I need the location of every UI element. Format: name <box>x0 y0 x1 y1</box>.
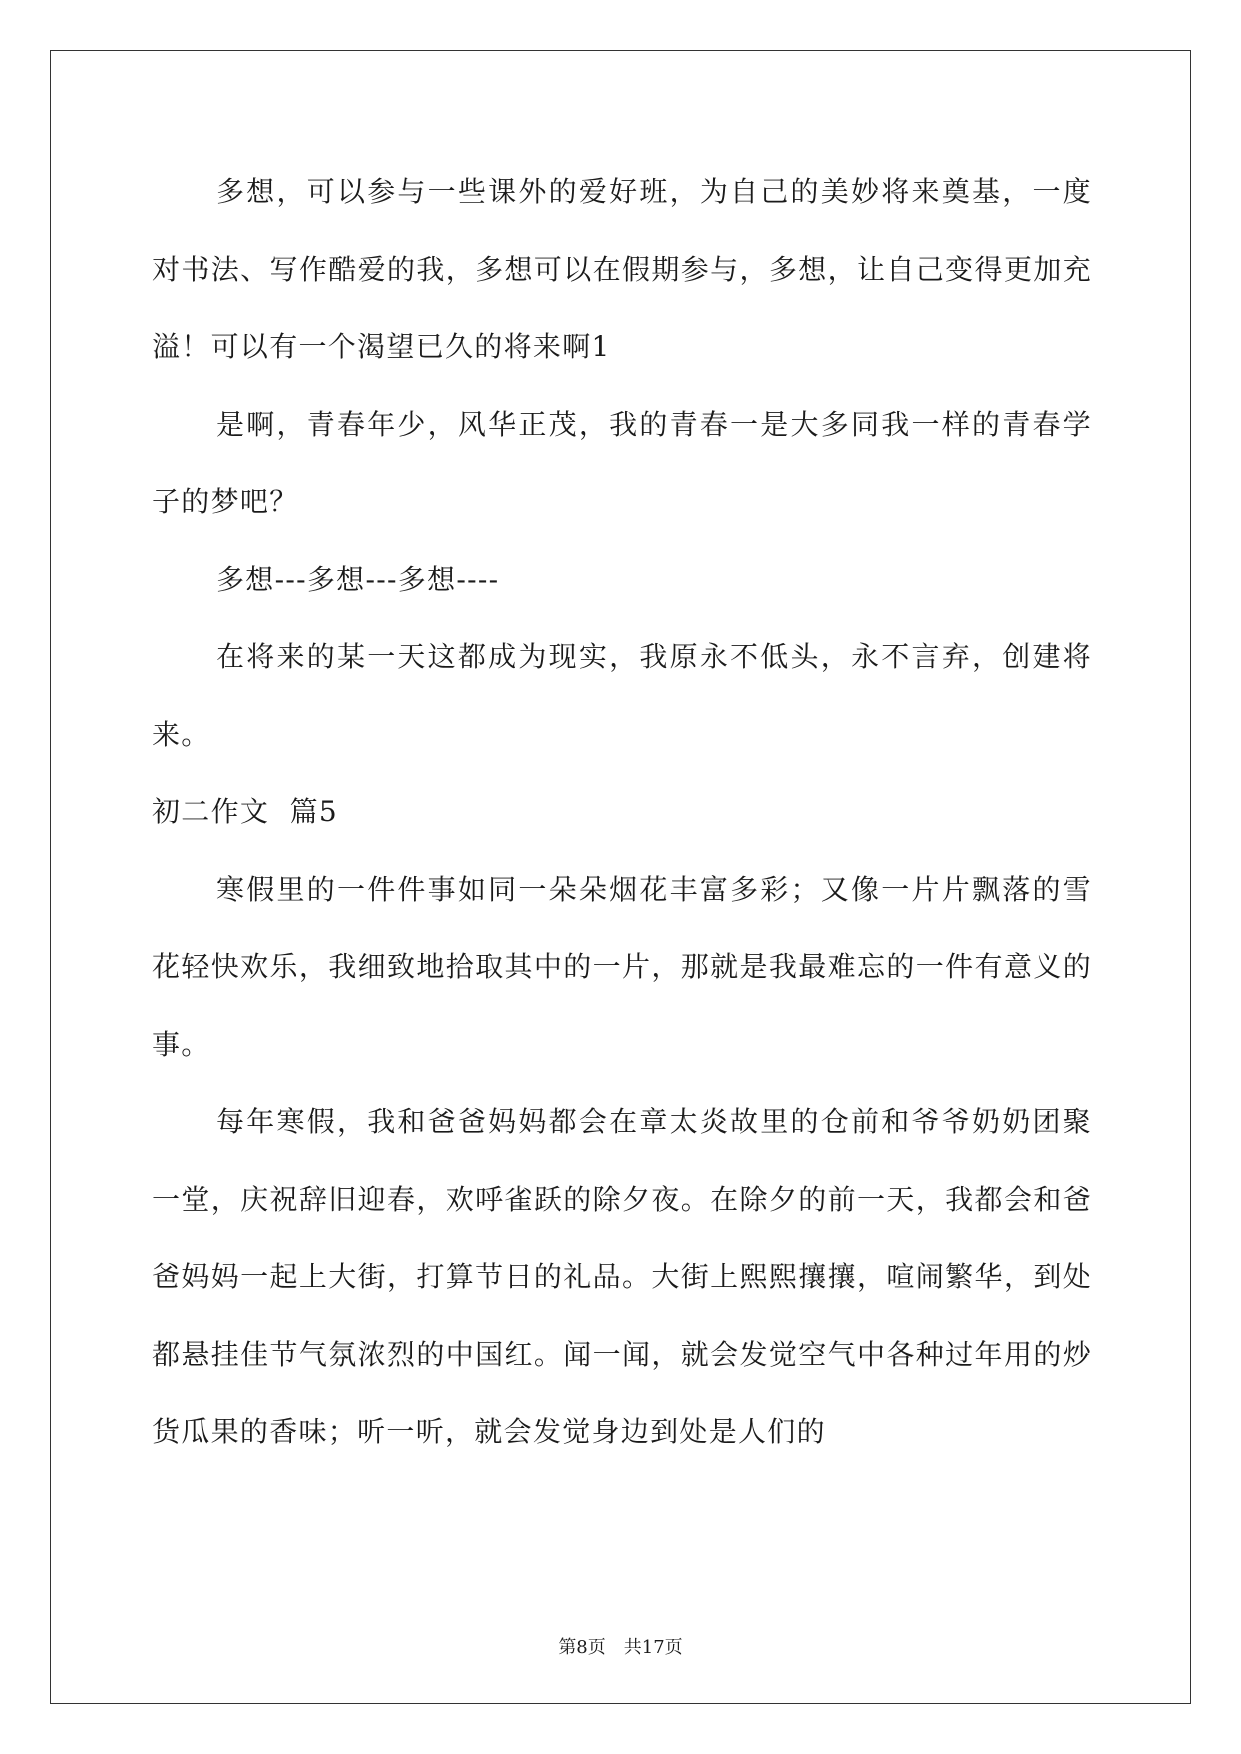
paragraph: 是啊，青春年少，风华正茂，我的青春一是大多同我一样的青春学子的梦吧？ <box>152 407 1092 518</box>
paragraph: 每年寒假，我和爸爸妈妈都会在章太炎故里的仓前和爷爷奶奶团聚一堂，庆祝辞旧迎春，欢呼雀跃的除夕夜。在除夕的前一天，我都会和爸爸妈妈一起上大街，打算节日的礼品。大街上熙熙攘攘，喧闹繁华，到处都悬挂佳节气氛浓烈的中国红。闻一闻，就会发觉空气中各种过年用的炒货瓜果的香味；听一听，就会发觉身边到处是人们的 <box>152 1105 1092 1448</box>
paragraph: 在将来的某一天这都成为现实，我原永不低头，永不言弃，创建将来。 <box>152 640 1092 751</box>
paragraph: 多想，可以参与一些课外的爱好班，为自己的美妙将来奠基，一度对书法、写作酷爱的我，多想可以在假期参与，多想，让自己变得更加充溢！可以有一个渴望已久的将来啊1 <box>152 175 1092 363</box>
paragraph: 寒假里的一件件事如同一朵朵烟花丰富多彩；又像一片片飘落的雪花轻快欢乐，我细致地拾取其中的一片，那就是我最难忘的一件有意义的事。 <box>152 872 1092 1061</box>
section-heading: 初二作文 篇5 <box>152 795 339 828</box>
page-number-footer: 第8页 共17页 <box>558 1637 683 1658</box>
paragraph: 多想---多想---多想---- <box>216 562 500 596</box>
document-body <box>152 153 1092 1471</box>
